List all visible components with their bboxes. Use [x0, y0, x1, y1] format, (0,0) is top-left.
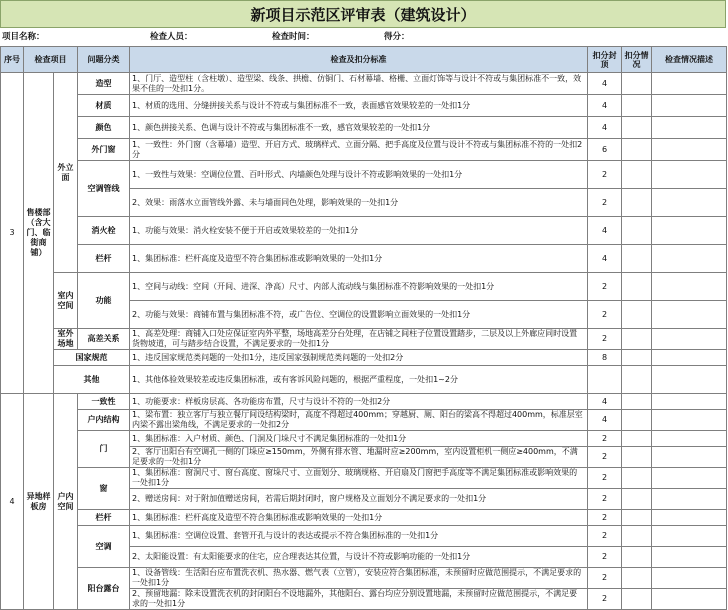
description-cell[interactable] [652, 139, 727, 161]
section-item: 异地样板房 [24, 394, 54, 610]
deduction-cell[interactable] [622, 217, 652, 245]
deduction-cell[interactable] [622, 350, 652, 366]
standard-cell: 1、集团标准：栏杆高度及造型不符合集团标准或影响效果的一处扣1分 [130, 510, 588, 526]
description-cell[interactable] [652, 95, 727, 117]
table-row [1, 95, 727, 117]
category-cell: 外门窗 [78, 139, 130, 161]
description-cell[interactable] [652, 589, 727, 610]
cap-cell: 2 [588, 301, 622, 329]
section-item: 售楼部（含大门、临街商铺） [24, 73, 54, 394]
sheet-title: 新项目示范区评审表（建筑设计） [0, 0, 726, 28]
deduction-cell[interactable] [622, 510, 652, 526]
standard-cell: 1、集团标准：入户材质、颜色、门洞及门垛尺寸不满足集团标准的一处扣1分 [130, 431, 588, 447]
deduction-cell[interactable] [622, 189, 652, 217]
table-row [1, 117, 727, 139]
cap-cell: 4 [588, 217, 622, 245]
header-deduction: 扣分情况 [622, 47, 652, 73]
review-table [0, 46, 727, 610]
deduction-cell[interactable] [622, 73, 652, 95]
standard-cell: 1、颜色拼接关系、色调与设计不符或与集团标准不一致，感官效果较差的一处扣1分 [130, 117, 588, 139]
standard-cell: 1、高差处理：商铺入口处应保证室内外平整，场地高差分台处理，在店铺之间柱子位置设置踏步，二层及以上外廊应同时设置货物坡道，可与踏步结合设置，不满足要求的一处扣1分 [130, 329, 588, 350]
cap-cell: 4 [588, 245, 622, 273]
description-cell[interactable] [652, 510, 727, 526]
standard-cell: 2、功能与效果：商铺布置与集团标准不符，或广告位、空调位的设置影响立面效果的一处扣1分 [130, 301, 588, 329]
standard-cell: 1、功能与效果：消火栓安装不便于开启或效果较差的一处扣1分 [130, 217, 588, 245]
category-cell: 栏杆 [78, 245, 130, 273]
cap-cell: 2 [588, 510, 622, 526]
group-label: 外立面 [54, 73, 78, 273]
description-cell[interactable] [652, 526, 727, 547]
cap-cell: 8 [588, 350, 622, 366]
description-cell[interactable] [652, 73, 727, 95]
deduction-cell[interactable] [622, 468, 652, 489]
description-cell[interactable] [652, 245, 727, 273]
category-cell: 户内结构 [78, 410, 130, 431]
table-row [1, 394, 727, 410]
section-number: 4 [1, 394, 24, 610]
standard-cell: 1、功能要求：样板房层高、各功能房布置，尺寸与设计不符的一处扣2分 [130, 394, 588, 410]
group-label: 户内空间 [54, 394, 78, 610]
category-cell: 阳台露台 [78, 568, 130, 610]
standard-cell: 2、赠送房间：对于附加值赠送房间，若需后期封闭时，窗户规格及立面划分不满足要求的一处扣1分 [130, 489, 588, 510]
cap-cell: 6 [588, 139, 622, 161]
inspector-label: 检查人员： [150, 32, 193, 42]
cap-cell: 4 [588, 394, 622, 410]
cap-cell: 2 [588, 489, 622, 510]
cap-cell: 2 [588, 468, 622, 489]
header-row [1, 47, 727, 73]
description-cell[interactable] [652, 447, 727, 468]
deduction-cell[interactable] [622, 589, 652, 610]
deduction-cell[interactable] [622, 366, 652, 394]
standard-cell: 1、一致性与效果：空调位位置、百叶形式、内墙颜色处理与设计不符或影响效果的一处扣1分 [130, 161, 588, 189]
standard-cell: 1、材质的选用、分缝拼接关系与设计不符或与集团标准不一致，表面感官效果较差的一处扣1分 [130, 95, 588, 117]
description-cell[interactable] [652, 468, 727, 489]
group-label: 其他 [54, 366, 130, 394]
description-cell[interactable] [652, 366, 727, 394]
table-row [1, 510, 727, 526]
standard-cell: 2、太阳能设置：有太阳能要求的住宅，应合理表达其位置，与设计不符或影响功能的一处扣1分 [130, 547, 588, 568]
category-cell: 门 [78, 431, 130, 468]
category-cell: 高差关系 [78, 329, 130, 350]
standard-cell: 1、集团标准：空调位设置、套管开孔与设计的表达或提示不符合集团标准的一处扣1分 [130, 526, 588, 547]
table-row [1, 329, 727, 350]
standard-cell: 1、集团标准：栏杆高度及造型不符合集团标准或影响效果的一处扣1分 [130, 245, 588, 273]
description-cell[interactable] [652, 350, 727, 366]
header-category: 问题分类 [78, 47, 130, 73]
deduction-cell[interactable] [622, 431, 652, 447]
category-cell: 消火栓 [78, 217, 130, 245]
category-cell: 功能 [78, 273, 130, 329]
cap-cell: 2 [588, 329, 622, 350]
standard-cell: 1、违反国家规范类问题的一处扣1分，违反国家强制规范类问题的一处扣2分 [130, 350, 588, 366]
description-cell[interactable] [652, 431, 727, 447]
deduction-cell[interactable] [622, 329, 652, 350]
table-row [1, 73, 727, 95]
description-cell[interactable] [652, 161, 727, 189]
standard-cell: 1、集团标准：窗洞尺寸、窗台高度、窗垛尺寸、立面划分、玻璃规格、开启扇及门窗把手高度等不满足集团标准或影响效果的一处扣1分 [130, 468, 588, 489]
description-cell[interactable] [652, 489, 727, 510]
score-label: 得分： [384, 32, 410, 42]
description-cell[interactable] [652, 547, 727, 568]
cap-cell: 2 [588, 161, 622, 189]
deduction-cell[interactable] [622, 489, 652, 510]
header-cap: 扣分封顶 [588, 47, 622, 73]
deduction-cell[interactable] [622, 394, 652, 410]
project-name-label: 项目名称： [2, 32, 45, 42]
header-description: 检查情况描述 [652, 47, 727, 73]
category-cell: 窗 [78, 468, 130, 510]
deduction-cell[interactable] [622, 95, 652, 117]
category-cell: 空调 [78, 526, 130, 568]
description-cell[interactable] [652, 217, 727, 245]
description-cell[interactable] [652, 568, 727, 589]
deduction-cell[interactable] [622, 568, 652, 589]
group-label: 国家规范 [54, 350, 130, 366]
standard-cell: 1、门厅、造型柱（含柱墩）、造型梁、线条、拱檐、仿铜门、石材幕墙、格栅、立面灯饰等与设计不符或与集团标准不一致，效果不佳的一处扣1分。 [130, 73, 588, 95]
category-cell: 空调管线 [78, 161, 130, 217]
table-row [1, 568, 727, 589]
standard-cell: 1、其他体验效果较差或违反集团标准，或有客诉风险问题的，根据严重程度，一处扣1~2分 [130, 366, 588, 394]
cap-cell: 2 [588, 526, 622, 547]
deduction-cell[interactable] [622, 139, 652, 161]
description-cell[interactable] [652, 301, 727, 329]
deduction-cell[interactable] [622, 117, 652, 139]
table-row [1, 161, 727, 189]
category-cell: 材质 [78, 95, 130, 117]
standard-cell: 2、客厅出阳台有空调孔一侧的门垛应≥150mm，外侧有排水管、地漏时应≥200mm，室内设置柜机一侧应≥400mm，不满足要求的一处扣1分 [130, 447, 588, 468]
deduction-cell[interactable] [622, 526, 652, 547]
standard-cell: 1、一致性：外门窗（含幕墙）造型、开启方式、玻璃样式、立面分隔、把手高度及位置与设计不符或与集团标准不符的一处扣2分 [130, 139, 588, 161]
category-cell: 栏杆 [78, 510, 130, 526]
cap-cell: 2 [588, 447, 622, 468]
description-cell[interactable] [652, 273, 727, 301]
deduction-cell[interactable] [622, 410, 652, 431]
category-cell: 颜色 [78, 117, 130, 139]
cap-cell: 4 [588, 117, 622, 139]
table-row [1, 526, 727, 547]
cap-cell: 2 [588, 189, 622, 217]
description-cell[interactable] [652, 189, 727, 217]
section-number: 3 [1, 73, 24, 394]
cap-cell: 2 [588, 589, 622, 610]
category-cell: 造型 [78, 73, 130, 95]
deduction-cell[interactable] [622, 273, 652, 301]
table-row [1, 350, 727, 366]
table-row [1, 431, 727, 447]
header-item: 检查项目 [24, 47, 78, 73]
standard-cell: 1、设备管线：生活阳台应布置洗衣机、热水器、燃气表（立管），安装应符合集团标准，未预留时应做范围提示，不满足要求的一处扣1分 [130, 568, 588, 589]
header-standard: 检查及扣分标准 [130, 47, 588, 73]
header-no: 序号 [1, 47, 24, 73]
description-cell[interactable] [652, 117, 727, 139]
deduction-cell[interactable] [622, 245, 652, 273]
group-label: 室外场地 [54, 329, 78, 350]
cap-cell: 2 [588, 273, 622, 301]
check-time-label: 检查时间： [272, 32, 315, 42]
standard-cell: 2、效果：雨落水立面管线外露、未与墙面同色处理，影响效果的一处扣1分 [130, 189, 588, 217]
cap-cell: 4 [588, 73, 622, 95]
deduction-cell[interactable] [622, 447, 652, 468]
cap-cell: 2 [588, 547, 622, 568]
deduction-cell[interactable] [622, 161, 652, 189]
table-row [1, 410, 727, 431]
table-row [1, 217, 727, 245]
table-row [1, 245, 727, 273]
cap-cell: 4 [588, 410, 622, 431]
category-cell: 一致性 [78, 394, 130, 410]
table-row [1, 139, 727, 161]
standard-cell: 1、梁布置：独立客厅与独立餐厅间设结构梁时，高度不得超过400mm；穿越厨、厕、阳台的梁高不得超过400mm，标准层室内梁不露出梁角线，不满足要求的一处扣2分 [130, 410, 588, 431]
description-cell[interactable] [652, 329, 727, 350]
description-cell[interactable] [652, 410, 727, 431]
table-row [1, 273, 727, 301]
table-row [1, 366, 727, 394]
standard-cell: 2、预留地漏：除未设置洗衣机的封闭阳台不设地漏外，其他阳台、露台均应分别设置地漏，未预留时应做范围提示，不满足要求的一处扣1分 [130, 589, 588, 610]
cap-cell: 4 [588, 95, 622, 117]
group-label: 室内空间 [54, 273, 78, 329]
deduction-cell[interactable] [622, 547, 652, 568]
description-cell[interactable] [652, 394, 727, 410]
standard-cell: 1、空间与动线：空间（开间、进深、净高）尺寸、内部人流动线与集团标准不符影响效果的一处扣1分 [130, 273, 588, 301]
deduction-cell[interactable] [622, 301, 652, 329]
cap-cell [588, 366, 622, 394]
table-row [1, 468, 727, 489]
cap-cell: 2 [588, 568, 622, 589]
cap-cell: 2 [588, 431, 622, 447]
